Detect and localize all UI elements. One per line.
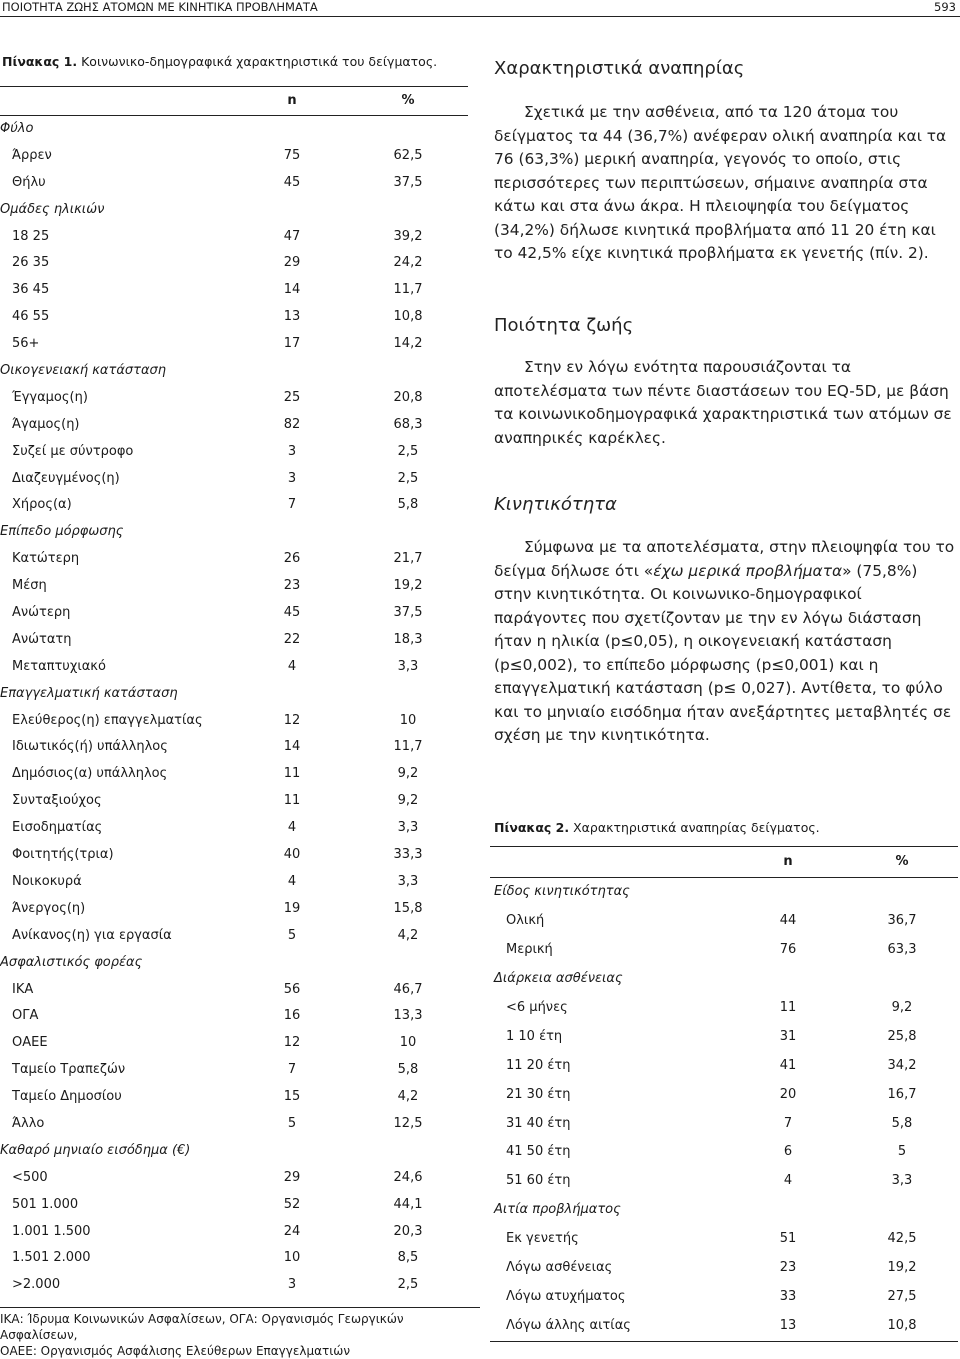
row-label: Μέση: [12, 578, 47, 594]
page-number: 593: [934, 0, 956, 14]
row-label: Κατώτερη: [12, 551, 80, 567]
table-section-row: [490, 878, 958, 907]
row-label: 56+: [12, 336, 40, 352]
cell-pct: 5,8: [397, 497, 419, 513]
section-label: Διάρκεια ασθένειας: [494, 970, 623, 986]
cell-n: 4: [783, 1173, 793, 1189]
cell-n: 12: [283, 712, 301, 728]
row-label: Ανώτερη: [12, 605, 71, 621]
table2-col-n: n: [783, 854, 793, 869]
cell-pct: 36,7: [887, 912, 917, 928]
cell-n: 45: [283, 605, 301, 621]
cell-pct: 62,5: [393, 147, 423, 163]
cell-pct: 10,8: [887, 1318, 917, 1334]
table1-footnote: [0, 1307, 480, 1359]
row-label: Συνταξιούχος: [12, 793, 102, 809]
table-row: [0, 896, 468, 923]
row-label: Διαζευγμένος(η): [12, 470, 120, 486]
cell-n: 33: [779, 1289, 797, 1305]
cell-n: 13: [779, 1318, 797, 1334]
row-label: ΟΓΑ: [12, 1008, 39, 1024]
table-row: [490, 1138, 958, 1167]
cell-n: 5: [287, 1115, 297, 1131]
table-row: [490, 1225, 958, 1254]
row-label: Χήρος(α): [12, 497, 72, 513]
table1: [0, 86, 468, 1299]
row-label: ΙΚΑ: [12, 981, 34, 997]
table-row: [0, 761, 468, 788]
mobility-text-part: Σύμφωνα με τα αποτελέσματα, στην πλειοψηφία του το δείγμα δήλωσε ότι «: [494, 538, 955, 580]
row-label: >2.000: [12, 1277, 61, 1293]
cell-pct: 39,2: [393, 228, 423, 244]
table2-col-pct: %: [895, 854, 909, 869]
row-label: Εισοδηματίας: [12, 820, 103, 836]
cell-pct: 5: [897, 1144, 907, 1160]
cell-pct: 9,2: [397, 793, 419, 809]
cell-pct: 5,8: [891, 1115, 913, 1131]
row-label: Ταμείο Τραπεζών: [12, 1062, 126, 1078]
disability-heading: Χαρακτηριστικά αναπηρίας: [494, 58, 745, 79]
table-row: [0, 734, 468, 761]
cell-n: 40: [283, 847, 301, 863]
table-row: [0, 304, 468, 331]
row-label: 31 40 έτη: [506, 1115, 571, 1131]
table-section-row: [0, 519, 468, 546]
row-label: 1.001 1.500: [12, 1223, 91, 1239]
table-row: [0, 546, 468, 573]
row-label: Ανίκανος(η) για εργασία: [12, 927, 172, 943]
cell-pct: 4,2: [397, 927, 419, 943]
table-section-row: [0, 681, 468, 708]
row-label: Μερική: [506, 941, 553, 957]
cell-pct: 20,3: [393, 1223, 423, 1239]
row-label: Άνεργος(η): [12, 900, 86, 916]
cell-pct: 33,3: [393, 847, 423, 863]
cell-pct: 2,5: [397, 470, 419, 486]
table1-header: [0, 86, 468, 116]
cell-pct: 42,5: [887, 1231, 917, 1247]
cell-pct: 18,3: [393, 631, 423, 647]
table-row: [0, 1192, 468, 1219]
section-label: Επίπεδο μόρφωσης: [0, 524, 124, 540]
row-label: Άρρεν: [12, 147, 52, 163]
cell-n: 14: [283, 739, 301, 755]
row-label: 51 60 έτη: [506, 1173, 571, 1189]
disability-paragraph: Σχετικά με την ασθένεια, από τα 120 άτομα του δείγματος τα 44 (36,7%) ανέφεραν ολική αναπηρία και τα 76 (63,3%) μερική αναπηρία, γεγονός το οποίο, στις περισσότερες των περιπτώσεων, σήμαινε αναπηρία στα κάτω και στα άνω άκρα. Η πλειοψηφία του δείγματος (34,2%) δήλωσε κινητικά προβλήματα από 11 20 έτη και το 42,5% είχε κινητικά προβλήματα εκ γενετής (πίν. 2).: [494, 103, 947, 262]
cell-n: 11: [779, 999, 797, 1015]
cell-pct: 8,5: [397, 1250, 419, 1266]
cell-pct: 37,5: [393, 605, 423, 621]
cell-n: 17: [283, 336, 301, 352]
row-label: Λόγω ατυχήματος: [506, 1289, 626, 1305]
table-row: [0, 1057, 468, 1084]
table-section-row: [0, 116, 468, 143]
table1-body: [0, 116, 468, 1299]
row-label: Ελεύθερος(η) επαγγελματίας: [12, 712, 203, 728]
cell-pct: 46,7: [393, 981, 423, 997]
row-label: ΟΑΕΕ: [12, 1035, 48, 1051]
cell-pct: 2,5: [397, 443, 419, 459]
table-row: [0, 977, 468, 1004]
row-label: Άγαμος(η): [12, 416, 80, 432]
cell-pct: 19,2: [393, 578, 423, 594]
cell-n: 52: [283, 1196, 301, 1212]
cell-pct: 9,2: [891, 999, 913, 1015]
cell-n: 23: [283, 578, 301, 594]
cell-n: 11: [283, 793, 301, 809]
journal-running-title: ΠΟΙΟΤΗΤΑ ΖΩΗΣ ΑΤΟΜΩΝ ΜΕ ΚΙΝΗΤΙΚΑ ΠΡΟΒΛΗΜΑΤΑ: [2, 0, 318, 14]
cell-n: 16: [283, 1008, 301, 1024]
cell-pct: 63,3: [887, 941, 917, 957]
cell-pct: 4,2: [397, 1089, 419, 1105]
table-row: [490, 1283, 958, 1312]
cell-pct: 3,3: [397, 873, 419, 889]
table-row: [0, 1111, 468, 1138]
cell-pct: 3,3: [397, 820, 419, 836]
table-row: [0, 1272, 468, 1299]
cell-pct: 37,5: [393, 174, 423, 190]
table-row: [0, 1245, 468, 1272]
cell-pct: 10,8: [393, 309, 423, 325]
table2-caption: [494, 820, 820, 835]
cell-pct: 27,5: [887, 1289, 917, 1305]
table-row: [0, 1003, 468, 1030]
cell-n: 47: [283, 228, 301, 244]
mobility-paragraph: [494, 536, 958, 748]
row-label: Ολική: [506, 912, 545, 928]
cell-n: 20: [779, 1086, 797, 1102]
cell-pct: 25,8: [887, 1028, 917, 1044]
cell-pct: 12,5: [393, 1115, 423, 1131]
table-row: [0, 708, 468, 735]
cell-n: 29: [283, 1169, 301, 1185]
cell-pct: 2,5: [397, 1277, 419, 1293]
mobility-text-part: » (75,8%) στην κινητικότητα. Οι κοινωνικο-δημογραφικοί παράγοντες που σχετίζονταν με την εν λόγω διάσταση ήταν η ηλικία (p≤0,05), η οικογενειακή κατάσταση (p≤0,002), το επίπεδο μόρφωσης (p≤0,001) και η επαγγελματική κατάσταση (p≤ 0,027). Αντίθετα, το φύλο και το μηνιαίο εισόδημα ήταν ανεξάρτητες μεταβλητές σε σχέση με την κινητικότητα.: [494, 561, 952, 744]
row-label: Εκ γενετής: [506, 1231, 579, 1247]
cell-n: 41: [779, 1057, 797, 1073]
table-section-row: [0, 358, 468, 385]
table-row: [490, 1052, 958, 1081]
table-row: [0, 331, 468, 358]
row-label: 46 55: [12, 309, 50, 325]
table-row: [0, 923, 468, 950]
table-row: [0, 412, 468, 439]
row-label: 41 50 έτη: [506, 1144, 571, 1160]
section-label: Είδος κινητικότητας: [494, 884, 630, 899]
table-row: [0, 277, 468, 304]
row-label: 11 20 έτη: [506, 1057, 571, 1073]
table-row: [0, 1030, 468, 1057]
cell-n: 5: [287, 927, 297, 943]
row-label: Λόγω άλλης αιτίας: [506, 1318, 631, 1334]
table-section-row: [0, 197, 468, 224]
table-row: [0, 654, 468, 681]
table-row: [0, 815, 468, 842]
section-label: Αιτία προβλήματος: [494, 1202, 621, 1218]
cell-n: 7: [287, 1062, 297, 1078]
table-row: [0, 250, 468, 277]
row-label: Άλλο: [12, 1115, 45, 1131]
cell-pct: 9,2: [397, 766, 419, 782]
table-row: [0, 788, 468, 815]
row-label: Ανώτατη: [12, 631, 72, 647]
cell-pct: 20,8: [393, 389, 423, 405]
cell-n: 56: [283, 981, 301, 997]
cell-n: 76: [779, 941, 797, 957]
cell-pct: 10: [399, 712, 417, 728]
table-row: [490, 1312, 958, 1341]
cell-n: 4: [287, 820, 297, 836]
cell-pct: 68,3: [393, 416, 423, 432]
cell-n: 3: [287, 443, 297, 459]
cell-n: 14: [283, 282, 301, 298]
table-section-row: [0, 950, 468, 977]
cell-n: 25: [283, 389, 301, 405]
cell-n: 23: [779, 1260, 797, 1276]
table-row: [0, 627, 468, 654]
table-row: [0, 573, 468, 600]
row-label: Λόγω ασθένειας: [506, 1260, 613, 1276]
table-row: [490, 907, 958, 936]
cell-n: 11: [283, 766, 301, 782]
cell-n: 3: [287, 1277, 297, 1293]
row-label: 501 1.000: [12, 1196, 79, 1212]
table-row: [490, 1110, 958, 1139]
cell-n: 7: [287, 497, 297, 513]
cell-pct: 16,7: [887, 1086, 917, 1102]
cell-pct: 24,2: [393, 255, 423, 271]
table1-caption-label: Πίνακας 1.: [2, 54, 78, 69]
cell-pct: 3,3: [891, 1173, 913, 1189]
section-label: Ομάδες ηλικιών: [0, 201, 105, 217]
table2-header: [490, 846, 958, 878]
cell-pct: 21,7: [393, 551, 423, 567]
table-row: [0, 466, 468, 493]
table-row: [0, 492, 468, 519]
cell-pct: 19,2: [887, 1260, 917, 1276]
section-label: Καθαρό μηνιαίο εισόδημα (€): [0, 1142, 191, 1158]
cell-n: 19: [283, 900, 301, 916]
cell-n: 24: [283, 1223, 301, 1239]
footnote-line: ΙΚΑ: Ίδρυμα Κοινωνικών Ασφαλίσεων, ΟΓΑ: Οργανισμός Γεωργικών Ασφαλίσεων,: [0, 1312, 404, 1342]
row-label: Ταμείο Δημοσίου: [12, 1089, 122, 1105]
table-row: [0, 170, 468, 197]
cell-n: 6: [783, 1144, 793, 1160]
cell-n: 7: [783, 1115, 793, 1131]
table1-col-pct: %: [401, 93, 415, 108]
row-label: Νοικοκυρά: [12, 873, 82, 889]
table2-caption-label: Πίνακας 2.: [494, 820, 570, 835]
table-row: [0, 842, 468, 869]
table2-caption-text: Χαρακτηριστικά αναπηρίας δείγματος.: [573, 820, 820, 835]
row-label: Ιδιωτικός(ή) υπάλληλος: [12, 739, 168, 755]
cell-n: 4: [287, 873, 297, 889]
row-label: Θήλυ: [12, 174, 46, 190]
cell-n: 10: [283, 1250, 301, 1266]
table-section-row: [0, 1138, 468, 1165]
table-section-row: [490, 1196, 958, 1225]
row-label: Φοιτητής(τρια): [12, 847, 114, 863]
row-label: 1.501 2.000: [12, 1250, 91, 1266]
table2: [490, 846, 958, 1342]
table-row: [0, 143, 468, 170]
cell-n: 44: [779, 912, 797, 928]
cell-n: 26: [283, 551, 301, 567]
cell-n: 75: [283, 147, 301, 163]
section-label: Επαγγελματική κατάσταση: [0, 685, 178, 701]
cell-n: 15: [283, 1089, 301, 1105]
row-label: Δημόσιος(α) υπάλληλος: [12, 766, 168, 782]
cell-pct: 24,6: [393, 1169, 423, 1185]
cell-n: 82: [283, 416, 301, 432]
table-section-row: [490, 965, 958, 994]
cell-n: 45: [283, 174, 301, 190]
table-row: [0, 439, 468, 466]
cell-pct: 11,7: [393, 739, 423, 755]
cell-n: 13: [283, 309, 301, 325]
cell-n: 51: [779, 1231, 797, 1247]
cell-n: 31: [779, 1028, 797, 1044]
cell-pct: 34,2: [887, 1057, 917, 1073]
table-row: [490, 1023, 958, 1052]
table-row: [490, 936, 958, 965]
mobility-text-italic: έχω μερικά προβλήματα: [653, 561, 843, 580]
cell-n: 12: [283, 1035, 301, 1051]
table1-col-n: n: [287, 93, 297, 108]
table-row: [0, 1219, 468, 1246]
row-label: 26 35: [12, 255, 50, 271]
table-row: [0, 385, 468, 412]
table-row: [490, 1081, 958, 1110]
cell-pct: 15,8: [393, 900, 423, 916]
row-label: 1 10 έτη: [506, 1028, 563, 1044]
cell-n: 4: [287, 658, 297, 674]
table-row: [490, 994, 958, 1023]
cell-pct: 14,2: [393, 336, 423, 352]
running-head: [0, 0, 960, 17]
table-row: [0, 1084, 468, 1111]
table-row: [490, 1167, 958, 1196]
cell-n: 22: [283, 631, 301, 647]
table2-body: [490, 878, 958, 1341]
cell-pct: 3,3: [397, 658, 419, 674]
table-row: [0, 600, 468, 627]
table1-caption-text: Κοινωνικο-δημογραφικά χαρακτηριστικά του δείγματος.: [81, 54, 438, 69]
cell-pct: 10: [399, 1035, 417, 1051]
row-label: 18 25: [12, 228, 50, 244]
table-row: [490, 1254, 958, 1283]
row-label: 21 30 έτη: [506, 1086, 571, 1102]
cell-n: 3: [287, 470, 297, 486]
cell-n: 29: [283, 255, 301, 271]
mobility-heading: Κινητικότητα: [494, 494, 617, 515]
row-label: <6 μήνες: [506, 999, 568, 1015]
qol-paragraph: Στην εν λόγω ενότητα παρουσιάζονται τα αποτελέσματα των πέντε διαστάσεων του EQ-5D, με βάση τα κοινωνικοδημογραφικά χαρακτηριστικά των ατόμων σε αναπηρικές καρέκλες.: [494, 358, 952, 447]
row-label: 36 45: [12, 282, 50, 298]
cell-pct: 11,7: [393, 282, 423, 298]
footnote-line: ΟΑΕΕ: Οργανισμός Ασφάλισης Ελεύθερων Επαγγελματιών: [0, 1344, 351, 1358]
cell-pct: 5,8: [397, 1062, 419, 1078]
row-label: Συζεί με σύντροφο: [12, 443, 134, 459]
section-label: Οικογενειακή κατάσταση: [0, 363, 166, 379]
row-label: <500: [12, 1169, 48, 1185]
row-label: Έγγαμος(η): [12, 389, 88, 405]
cell-pct: 44,1: [393, 1196, 423, 1212]
table-row: [0, 224, 468, 251]
table1-caption: [2, 54, 437, 69]
qol-heading: Ποιότητα ζωής: [494, 315, 634, 336]
table-row: [0, 1165, 468, 1192]
table-row: [0, 869, 468, 896]
section-label: Φύλο: [0, 121, 34, 136]
cell-pct: 13,3: [393, 1008, 423, 1024]
row-label: Μεταπτυχιακό: [12, 658, 106, 674]
section-label: Ασφαλιστικός φορέας: [0, 954, 143, 970]
